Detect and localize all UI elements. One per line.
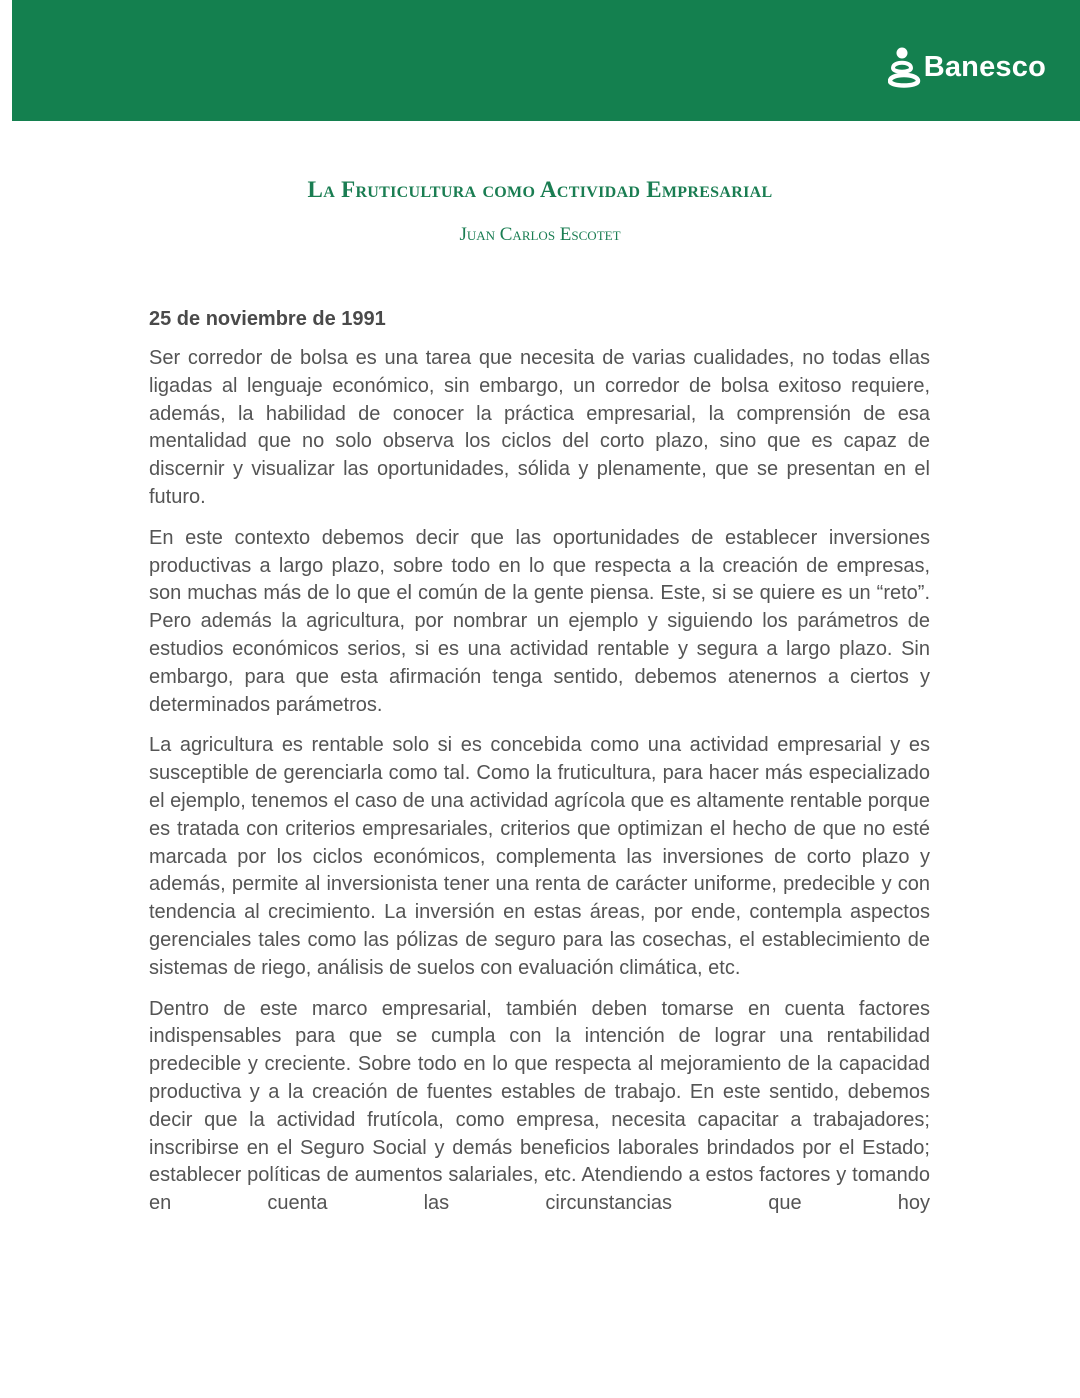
document-date: 25 de noviembre de 1991 — [149, 308, 386, 330]
document-title: La Fruticultura como Actividad Empresarial — [307, 177, 773, 202]
document-author: Juan Carlos Escotet — [459, 224, 621, 245]
logo-text: Banesco — [923, 50, 1046, 83]
paragraph: Dentro de este marco empresarial, también deben tomarse en cuenta factores indispensables para que se cumpla con la intención de lograr una rentabilidad predecible y creciente. Sobre todo en lo que respecta al mejoramiento de la capacidad productiva y a la creación de fuentes estables de trabajo. En este sentido, debemos decir que la actividad frutícola, como empresa, necesita capacitar a trabajadores; inscribirse en el Seguro Social y demás beneficios laborales brindados por el Estado; establecer políticas de aumentos salariales, etc. Atendiendo a estos factores y tomando en cuenta las circunstancias que hoy — [149, 997, 930, 1215]
paragraph: Ser corredor de bolsa es una tarea que necesita de varias cualidades, no todas ellas ligadas al lenguaje económico, sin embargo, un corredor de bolsa exitoso requiere, además, la habilidad de conocer la práctica empresarial, la comprensión de esa mentalidad que no solo observa los ciclos del corto plazo, sino que es capaz de discernir y visualizar las oportunidades, sólida y plenamente, que se presentan en el futuro. — [149, 347, 930, 508]
paragraph: En este contexto debemos decir que las oportunidades de establecer inversiones productivas a largo plazo, sobre todo en lo que respecta a la creación de empresas, son muchas más de lo que el común de la gente piensa. Este, si se quiere es un “reto”. Pero además la agricultura, por nombrar un ejemplo y siguiendo los parámetros de estudios económicos serios, si es una actividad rentable y segura a largo plazo. Sin embargo, para que esta afirmación tenga sentido, debemos atenernos a ciertos y determinados parámetros. — [149, 526, 930, 716]
document-body — [149, 305, 930, 1231]
paragraph: La agricultura es rentable solo si es concebida como una actividad empresarial y es susceptible de gerenciarla como tal. Como la fruticultura, para hacer más especializado el ejemplo, tenemos el caso de una actividad agrícola que es altamente rentable porque es tratada con criterios empresariales, criterios que optimizan el hecho de que no esté marcada por los ciclos económicos, complementa las inversiones de corto plazo y además, permite al inversionista tener una renta de carácter uniforme, predecible y con tendencia al crecimiento. La inversión en estas áreas, por ende, contempla aspectos gerenciales tales como las pólizas de seguro para las cosechas, el establecimiento de sistemas de riego, análisis de suelos con evaluación climática, etc. — [149, 734, 930, 979]
header-banner — [12, 0, 1080, 121]
banesco-logo — [888, 46, 1046, 88]
banesco-people-icon — [888, 46, 922, 88]
